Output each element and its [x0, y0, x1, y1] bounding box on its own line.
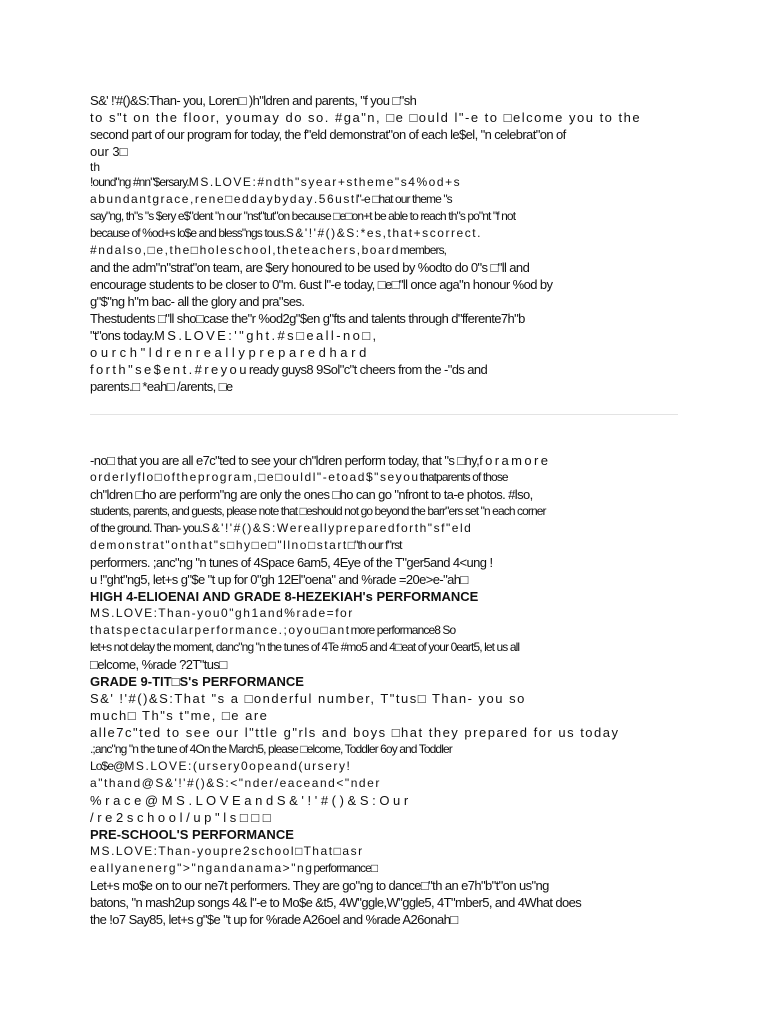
- text-line: ch"ldren □ho are perform"ng are only the ones □ho can go "nfront to ta-e photos. #lso,: [90, 487, 533, 502]
- text-line: d e m o n s t r a t " o n t h a t " s □ h y □ e □ " l l n o □ s t a r t □"th our f"rst: [90, 538, 402, 552]
- document-section-2: [90, 452, 680, 928]
- text-line: batons, "n mash2up songs 4& l"-e to Mo$e &t5, 4W"ggle,W"ggle5, 4T"mber5, and 4What does: [90, 895, 582, 910]
- text-line: encourage students to be closer to 0"m. 6ust l"-e today, □e□"ll once aga"n honour %od by: [90, 277, 553, 292]
- text-line: and the adm"n"strat"on team, are $ery honoured to be used by %odto do 0"s □"ll and: [90, 260, 530, 275]
- text-line: □elcome, %rade ?2T"tus□: [90, 657, 227, 672]
- text-line: because of %od+s lo$e and bless"ngs tous.S & ' ! ' # ( ) & S : * e s , t h a t + s c o r r e c t .: [90, 226, 480, 240]
- text-line: u !"ght"ng5, let+s g"$e "t up for 0"gh 12El"oena" and %rade =20e>e-"ah□: [90, 572, 468, 587]
- text-line: S&' !'#()&S:Than- you, Loren□ )h"ldren and parents, "f you □"sh: [90, 93, 417, 108]
- text-line: f o r t h " s e $ e n t . # r e y o u ready guys8 9Sol"c"t cheers from the -"ds and: [90, 362, 488, 377]
- text-line: alle7c"ted to see our l"ttle g"rls and boys □hat they prepared for us today: [90, 725, 620, 740]
- text-line: .;anc"ng "n the tune of 4On the March5, please □elcome, Toddler 6oy and Toddler: [90, 742, 452, 756]
- text-line: Lo$e@M S . L O V E : ( u r s e r y 0 o p e a n d ( u r s e r y !: [90, 759, 349, 773]
- text-line: Let+s mo$e on to our ne7t performers. They are go"ng to dance□"th an e7h"b"t"on us"ng: [90, 878, 549, 893]
- text-line: say"ng, th"s "s $ery e$"dent "n our "nst"tut"on because □e□on+t be able to reach th"s po"nt "f not: [90, 209, 516, 223]
- text-line: M S . L O V E : T h a n - y o u p r e 2 s c h o o l □ T h a t □ a s r: [90, 844, 362, 858]
- text-line: Thestudents □"ll sho□case the"r %od2g"$en g"fts and talents through d"fferente7h"b: [90, 311, 525, 326]
- section-heading: PRE-SCHOOL'S PERFORMANCE: [90, 827, 294, 842]
- text-line: !ound"ng #nn"$ersary.M S . L O V E : # n d t h " s y e a r + s t h e m e " s 4 % o d + s: [90, 175, 459, 189]
- text-line: / r e 2 s c h o o l / u p " l s □ □ □: [90, 810, 271, 825]
- text-line: the !o7 Say85, let+s g"$e "t up for %rade A26oel and %rade A26onah□: [90, 912, 458, 927]
- section-heading: HIGH 4-ELIOENAI AND GRADE 8-HEZEKIAH's PERFORMANCE: [90, 589, 479, 604]
- text-line: t h a t s p e c t a c u l a r p e r f o r m a n c e . ; o y o u □ a n t more performance8 So: [90, 623, 456, 637]
- text-line: e a l l y a n e n e r g " > " n g a n d a n a m a > " n g performance□: [90, 861, 378, 875]
- superscript-text: th: [90, 160, 101, 174]
- section-heading: GRADE 9-TIT□S's PERFORMANCE: [90, 674, 304, 689]
- text-line: students, parents, and guests, please note that □eshould not go beyond the barr"ers set "n each corner: [90, 504, 546, 518]
- text-line: S&' !'#()&S:That "s a □onderful number, T"tus□ Than- you so: [90, 691, 526, 706]
- text-line: % r a c e @ M S . L O V E a n d S & ' ! ' # ( ) & S : O u r: [90, 793, 409, 808]
- text-line: # n d a l s o , □ e , t h e □ h o l e s c h o o l , t h e t e a c h e r s , b o a r d members,: [90, 243, 447, 257]
- text-line: o r d e r l y f l o □ o f t h e p r o g r a m , □ e □ o u l d l " - e t o a d $ " s e y o u thatparents of those: [90, 470, 508, 484]
- text-line: performers. ;anc"ng "n tunes of 4Space 6am5, 4Eye of the T"ger5and 4<ung !: [90, 555, 493, 570]
- text-line: to s"t on the floor, youmay do so. #ga"n, □e □ould l"-e to □elcome you to the: [90, 110, 642, 125]
- page-divider: [90, 414, 678, 415]
- text-line: our 3□: [90, 144, 128, 159]
- text-line: parents.□ *eah□ /arents, □e: [90, 379, 233, 394]
- text-line: a " t h a n d @ S & ' ! ' # ( ) & S : < " n d e r / e a c e a n d < " n d e r: [90, 776, 379, 790]
- text-line: much□ Th"s t"me, □e are: [90, 708, 269, 723]
- text-line: "t"ons today.M S . L O V E : ' " g h t . # s □ e a l l - n o □ ,: [90, 328, 376, 343]
- text-line: -no□ that you are all e7c"ted to see your ch"ldren perform today, that "s □hy,f o r a m o r e: [90, 453, 548, 468]
- document-section-1: [90, 92, 680, 395]
- text-line: second part of our program for today, the f"eld demonstrat"on of each le$el, "n celebrat"on of: [90, 127, 566, 142]
- text-line: M S . L O V E : T h a n - y o u 0 " g h 1 a n d % r a d e = f o r: [90, 606, 352, 620]
- text-line: o u r c h " l d r e n r e a l l y p r e p a r e d h a r d: [90, 345, 367, 360]
- text-line: g"$"ng h"m bac- all the glory and pra"ses.: [90, 294, 305, 309]
- text-line: of the ground. Than- you.S & ' ! ' # ( ) & S : W e r e a l l y p r e p a r e d f o r t h " s f " e l d: [90, 521, 470, 535]
- text-line: a b u n d a n t g r a c e , r e n e □ e d d a y b y d a y . 5 6 u s t l"-e □hat our theme "s: [90, 192, 452, 206]
- text-line: let+s not delay the moment, danc"ng "n the tunes of 4Te #mo5 and 4□eat of your 0eart5, let us all: [90, 640, 520, 654]
